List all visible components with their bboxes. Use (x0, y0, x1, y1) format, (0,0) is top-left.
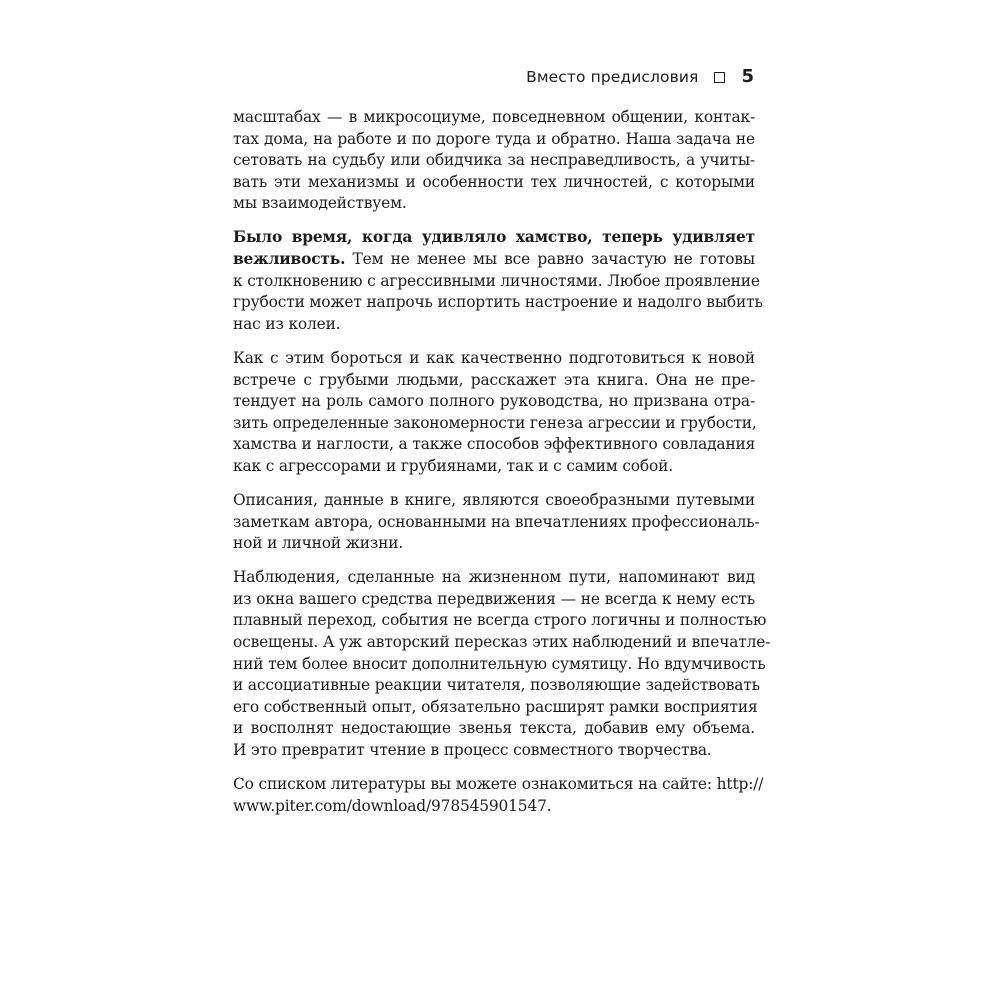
text-line: www.piter.com/download/978545901547. (233, 796, 552, 815)
text-line: тендует на роль самого полного руководства, но призвана отра- (233, 392, 755, 411)
checkbox-square-icon (714, 72, 725, 83)
text-line: встрече с грубыми людьми, расскажет эта книга. Она не пре- (233, 370, 755, 389)
text-line: его собственный опыт, обязательно расширят рамки восприятия (233, 697, 758, 716)
text-line: заметкам автора, основанными на впечатлениях профессиональ- (233, 512, 760, 531)
text-line: из окна вашего средства передвижения — не всегда к нему есть (233, 589, 755, 608)
text-line: освещены. А уж авторский пересказ этих наблюдений и впечатле- (233, 633, 771, 652)
paragraph-4 (233, 490, 760, 555)
text-fragment: Тем не менее мы все равно зачастую не готовы (345, 250, 755, 269)
page-number: 5 (741, 66, 754, 87)
text-line: хамства и наглости, а также способов эффективного совладания (233, 435, 756, 454)
text-line (233, 249, 755, 271)
text-line: плавный переход, события не всегда строго логичны и полностью (233, 611, 767, 630)
text-line: И это превратит чтение в процесс совместного творчества. (233, 741, 712, 760)
paragraph-1 (233, 107, 755, 215)
text-line: вать эти механизмы и особенности тех личностей, с которыми (233, 172, 755, 191)
text-line: тах дома, на работе и по дороге туда и обратно. Наша задача не (233, 129, 755, 148)
text-line: и ассоциативные реакции читателя, позволяющие задействовать (233, 676, 760, 695)
text-line: к столкновению с агрессивными личностями. Любое проявление (233, 271, 760, 290)
text-line: и восполнят недостающие звенья текста, добавив ему объема. (233, 719, 755, 738)
text-line: как с агрессорами и грубиянами, так и с самим собой. (233, 456, 673, 475)
bold-text-line: Было время, когда удивляло хамство, теперь удивляет (233, 228, 755, 247)
paragraph-6 (233, 774, 764, 817)
text-line: грубости может напрочь испортить настроение и надолго выбить (233, 293, 763, 312)
paragraph-5 (233, 567, 771, 761)
text-body (233, 107, 771, 830)
paragraph-3 (233, 348, 755, 478)
running-header (526, 66, 754, 87)
text-line: сетовать на судьбу или обидчика за несправедливость, а учиты- (233, 151, 755, 170)
text-line: мы взаимодействуем. (233, 194, 407, 213)
text-line: ной и личной жизни. (233, 534, 404, 553)
bold-text-fragment: вежливость. (233, 250, 346, 269)
text-line: нас из колеи. (233, 314, 341, 333)
text-line: Наблюдения, сделанные на жизненном пути, напоминают вид (233, 568, 755, 587)
text-line: ний тем более вносит дополнительную сумятицу. Но вдумчивость (233, 654, 766, 673)
text-line: Описания, данные в книге, являются своеобразными путевыми (233, 491, 755, 509)
text-line: зить определенные закономерности генеза агрессии и грубости, (233, 413, 757, 432)
paragraph-2 (233, 227, 763, 335)
text-line: Со списком литературы вы можете ознакомиться на сайте: http:// (233, 775, 764, 794)
running-header-title: Вместо предисловия (526, 67, 699, 86)
text-line: масштабах — в микросоциуме, повседневном общении, контак- (233, 108, 755, 126)
text-line: Как с этим бороться и как качественно подготовиться к новой (233, 348, 755, 367)
